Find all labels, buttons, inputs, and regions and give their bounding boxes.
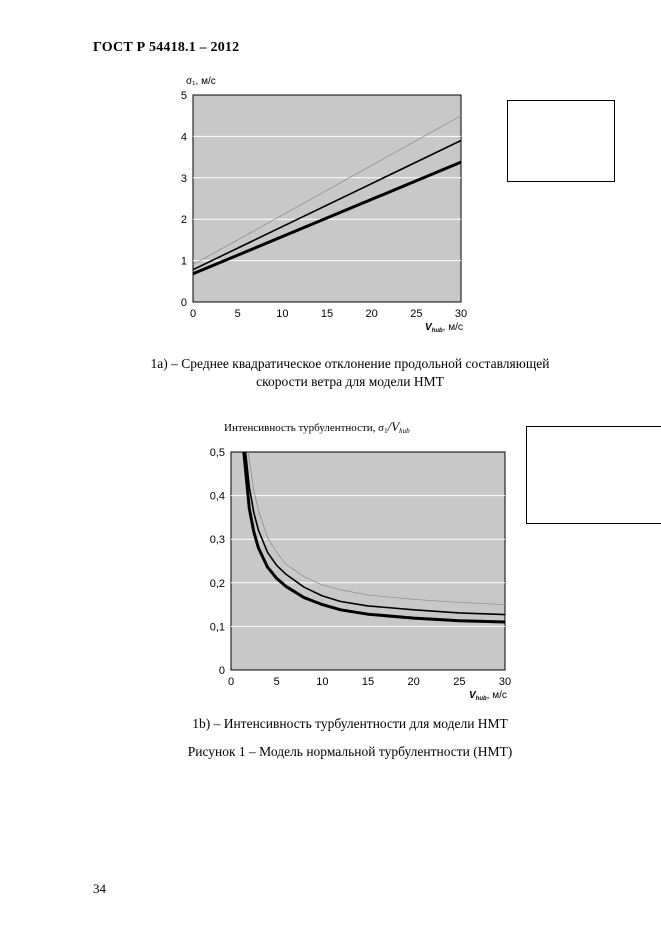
y-tick-label: 0 bbox=[218, 665, 225, 677]
page-number: 34 bbox=[93, 881, 106, 896]
caption-line-2: скорости ветра для модели НМТ bbox=[256, 374, 444, 389]
x-tick-label: 0 bbox=[227, 676, 235, 688]
y-tick-label: 4 bbox=[180, 131, 187, 144]
y-axis-label: σ₁, м/с bbox=[186, 76, 216, 87]
x-tick-label: 0 bbox=[189, 308, 197, 320]
x-tick-label: 15 bbox=[361, 676, 375, 688]
y-tick-label: 0,2 bbox=[209, 577, 225, 590]
chart-1b-caption: 1b) – Интенсивность турбулентности для модели НМТ bbox=[192, 716, 508, 731]
y-tick-label: 5 bbox=[180, 90, 187, 102]
chart-1a-caption bbox=[60, 355, 640, 391]
x-tick-label: 15 bbox=[320, 308, 334, 320]
x-tick-label: 5 bbox=[273, 676, 280, 688]
plot-area bbox=[193, 95, 461, 302]
y-tick-label: 3 bbox=[180, 172, 187, 185]
chart-title: Интенсивность турбулентности, σ1/Vhub bbox=[224, 419, 410, 435]
figure-caption: Рисунок 1 – Модель нормальной турбулентности (НМТ) bbox=[187, 744, 513, 759]
y-tick-label: 0,5 bbox=[209, 447, 225, 459]
y-tick-label: 1 bbox=[180, 255, 187, 268]
document-header: ГОСТ Р 54418.1 – 2012 bbox=[93, 40, 240, 55]
legend-box-1a bbox=[507, 100, 615, 182]
x-axis-label: $V_{hub}$, м/с bbox=[425, 322, 463, 334]
y-tick-label: 0 bbox=[180, 297, 187, 309]
y-tick-label: 2 bbox=[180, 214, 187, 227]
x-tick-label: 30 bbox=[454, 308, 468, 320]
legend-box-1b bbox=[526, 426, 661, 524]
x-tick-label: 30 bbox=[498, 676, 512, 688]
x-tick-label: 10 bbox=[316, 676, 329, 688]
plot-area bbox=[231, 452, 505, 670]
x-tick-label: 25 bbox=[410, 308, 423, 320]
x-tick-label: 5 bbox=[234, 308, 241, 320]
y-tick-label: 0,1 bbox=[209, 621, 225, 634]
caption-line-1: 1а) – Среднее квадратическое отклонение продольной составляющей bbox=[150, 356, 550, 371]
x-tick-label: 10 bbox=[276, 308, 289, 320]
x-tick-label: 25 bbox=[453, 676, 466, 688]
y-tick-label: 0,4 bbox=[209, 490, 225, 503]
x-axis-label: $V_{hub}$, м/с bbox=[469, 690, 507, 702]
x-tick-label: 20 bbox=[407, 676, 420, 688]
y-tick-label: 0,3 bbox=[209, 534, 225, 547]
x-tick-label: 20 bbox=[365, 308, 378, 320]
